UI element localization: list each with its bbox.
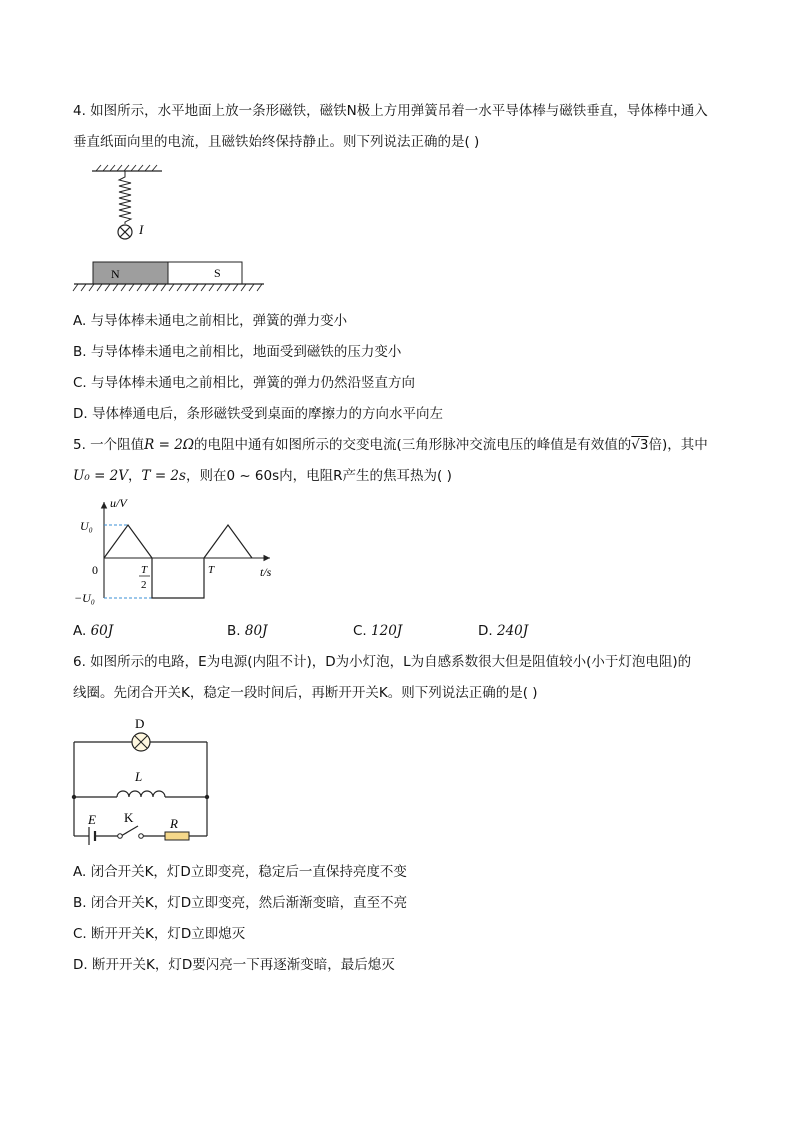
q6-option-c: C. 断开开关K，灯D立即熄灭 [73, 926, 246, 942]
choice-letter: A. [73, 623, 87, 639]
half-period-numerator: T [141, 564, 148, 576]
q5-separator: ， [128, 468, 142, 484]
magnet-south-pole [168, 262, 242, 284]
choice-value: 60J [90, 623, 114, 639]
switch-blade [121, 826, 138, 836]
q5-sqrt3: √3 [631, 437, 649, 453]
q6-option-a: A. 闭合开关K，灯D立即变亮，稳定后一直保持亮度不变 [73, 864, 407, 880]
q4-option-b: B. 与导体棒未通电之前相比，地面受到磁铁的压力变小 [73, 344, 402, 360]
switch-contact [139, 834, 144, 839]
choice-letter: C. [353, 623, 367, 639]
q4-figure-spring-magnet [70, 162, 270, 297]
y-axis-label: u/V [110, 496, 127, 510]
u0-label: U₀ [80, 519, 93, 533]
q5-choice-b [227, 621, 267, 642]
choice-letter: D. [478, 623, 493, 639]
q5-resistance-formula: R = 2Ω [144, 437, 195, 453]
switch-label: K [124, 810, 134, 825]
q5-choice-c [353, 621, 402, 642]
q5-stem-line1 [73, 435, 708, 456]
q4-stem-line1: 4. 如图所示，水平地面上放一条形磁铁，磁铁N极上方用弹簧吊着一水平导体棒与磁铁垂直，导体棒中通入 [73, 103, 708, 119]
south-label: S [214, 266, 221, 280]
q4-option-c: C. 与导体棒未通电之前相比，弹簧的弹力仍然沿竖直方向 [73, 375, 416, 391]
inductor-label: L [135, 769, 143, 784]
x-axis-label: t/s [260, 565, 272, 579]
q6-circuit-diagram [66, 713, 216, 845]
q4-option-d: D. 导体棒通电后，条形磁铁受到桌面的摩擦力的方向水平向左 [73, 406, 443, 422]
choice-value: 80J [244, 623, 268, 639]
source-label: E [88, 812, 96, 827]
q6-option-b: B. 闭合开关K，灯D立即变亮，然后渐渐变暗，直至不亮 [73, 895, 408, 911]
resistor-icon [165, 832, 189, 840]
q5-voltage-time-graph [70, 494, 300, 610]
q5-u0-formula: U₀ = 2V [73, 468, 129, 484]
q5-stem-text-d: ，则在0 ~ 60s内，电阻R产生的焦耳热为( ) [185, 468, 452, 484]
q5-stem-text-a: 5. 一个阻值 [73, 437, 145, 453]
q5-period-formula: T = 2s [141, 468, 186, 484]
half-period-denominator: 2 [141, 579, 147, 591]
lamp-label: D [135, 716, 145, 731]
resistor-label: R [170, 816, 178, 831]
spring [119, 171, 131, 224]
choice-value: 240J [496, 623, 529, 639]
q6-stem-line2: 线圈。先闭合开关K，稳定一段时间后，再断开开关K。则下列说法正确的是( ) [73, 685, 538, 701]
origin-label: 0 [92, 563, 98, 577]
voltage-waveform [104, 525, 252, 598]
switch-contact [118, 834, 123, 839]
q6-option-d: D. 断开开关K，灯D要闪亮一下再逐渐变暗，最后熄灭 [73, 957, 395, 973]
q4-option-a: A. 与导体棒未通电之前相比，弹簧的弹力变小 [73, 313, 348, 329]
neg-u0-label: −U₀ [74, 591, 95, 605]
inductor-coil [117, 791, 165, 797]
q4-stem-line2: 垂直纸面向里的电流，且磁铁始终保持静止。则下列说法正确的是( ) [73, 134, 480, 150]
period-label: T [208, 564, 215, 576]
q5-stem-text-b: 的电阻中通有如图所示的交变电流(三角形脉冲交流电压的峰值是有效值的 [194, 437, 632, 453]
magnet-north-pole [93, 262, 168, 284]
q5-choice-a [73, 621, 113, 642]
q6-stem-line1: 6. 如图所示的电路，E为电源(内阻不计)，D为小灯泡，L为自感系数很大但是阻值较小(小于灯泡电阻)的 [73, 654, 692, 670]
choice-value: 120J [371, 623, 403, 639]
q5-stem-line2 [73, 466, 452, 487]
q5-choice-d [478, 621, 528, 642]
q5-stem-text-c: 倍)，其中 [648, 437, 708, 453]
north-label: N [111, 267, 120, 281]
current-label: I [139, 222, 144, 237]
choice-letter: B. [227, 623, 241, 639]
